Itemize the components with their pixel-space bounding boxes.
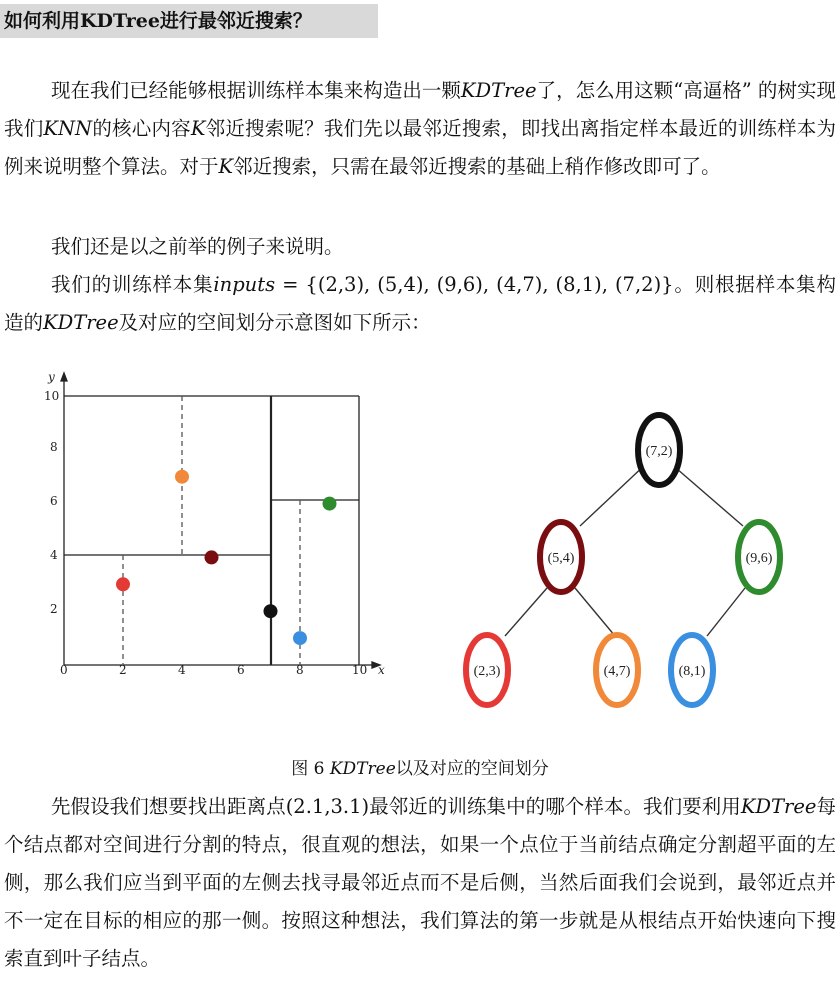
text: 每个结点都对空间进行分割的特点，很直观的想法，如果一个点位于当前结点确定分割超平面的左侧，那么我们应当到平面的左侧去找寻最邻近点而不是后侧，当然后面我们会说到，最邻近点并不一定在目标的相应的那一侧。按照这种想法，我们算法的第一步就是从根结点开始快速向下搜索直到叶子结点。 [4,795,836,970]
math-inputs-set: = {(2,3), (5,4), (9,6), (4,7), (8,1), (7,2)} [275,273,674,296]
x-tick: 8 [296,663,304,677]
tree-nodes [466,415,780,705]
y-tick: 10 [44,389,60,403]
y-axis-arrow [61,373,67,381]
tree-edge [580,462,648,526]
tree-edge [669,462,743,526]
tree-node-label: (2,3) [473,664,501,679]
y-tick: 4 [50,548,58,562]
caption-text: 以及对应的空间划分 [395,759,549,779]
text: 我们的训练样本集 [51,273,214,296]
y-tick: 6 [50,494,58,508]
tree-node [638,415,680,485]
y-axis-label: y [48,370,55,384]
paragraph-search [4,788,836,978]
x-tick: 0 [60,663,68,677]
tree-node [671,635,713,705]
tree-edge [575,588,615,636]
tree-edge [707,588,745,636]
section-heading: 如何利用KDTree进行最邻近搜索？ [0,4,378,38]
paragraph-intro [4,72,836,186]
data-point [205,550,219,564]
text: 及对应的空间划分示意图如下所示： [118,311,431,334]
tree-node-label: (8,1) [678,664,706,679]
math-inputs: inputs [213,273,276,296]
tree-node [540,522,582,592]
x-tick: 6 [237,663,245,677]
text: 现在我们已经能够根据训练样本集来构造出一颗 [51,79,461,102]
tree-node-label: (4,7) [603,664,631,679]
math-k: K [190,117,206,140]
text: 邻近搜索，只需在最邻近搜索的基础上稍作修改即可了。 [233,155,721,178]
text: 先假设我们想要找出距离点(2.1,3.1)最邻近的训练集中的哪个样本。我们要利用 [51,795,741,818]
data-point [323,497,337,511]
text: 邻近搜索呢？我们先以最邻近搜索，即找出离指定样本最近的训练样本为例来说明整个算法。对于 [4,117,836,178]
y-tick: 8 [50,440,58,454]
text: 了，怎么用这颗“高逼格” 的树实现我们 [4,79,836,140]
tree-node [466,635,508,705]
data-point [293,631,307,645]
x-tick: 10 [352,663,368,677]
tree-node-label: (5,4) [547,551,575,566]
x-axis-label: x [378,663,385,677]
y-tick-labels [44,389,59,616]
tree-edge [505,588,547,636]
text: 。则根据样本集构造的 [4,273,836,334]
data-point [175,470,189,484]
math-kdtree: KDTree [329,759,396,779]
space-partition-plot [28,365,400,695]
paragraph-inputs [4,266,836,342]
tree-node-label: (7,2) [645,444,673,459]
data-point [116,577,130,591]
kdtree-diagram [455,400,835,720]
text: 的核心内容 [92,117,191,140]
x-tick: 4 [178,663,186,677]
paragraph-example: 我们还是以之前举的例子来说明。 [51,235,344,258]
figure-caption [0,754,840,784]
caption-prefix: 图 6 [291,759,330,779]
data-point [264,604,278,618]
y-tick: 2 [50,602,58,616]
tree-node-label: (9,6) [745,551,773,566]
tree-node [738,522,780,592]
data-points [116,470,337,645]
math-kdtree: KDTree [740,795,817,818]
math-kdtree: KDTree [43,311,119,334]
math-knn: KNN [43,117,93,140]
math-k: K [218,155,234,178]
tree-node [596,635,638,705]
math-kdtree: KDTree [460,79,537,102]
x-tick: 2 [119,663,127,677]
